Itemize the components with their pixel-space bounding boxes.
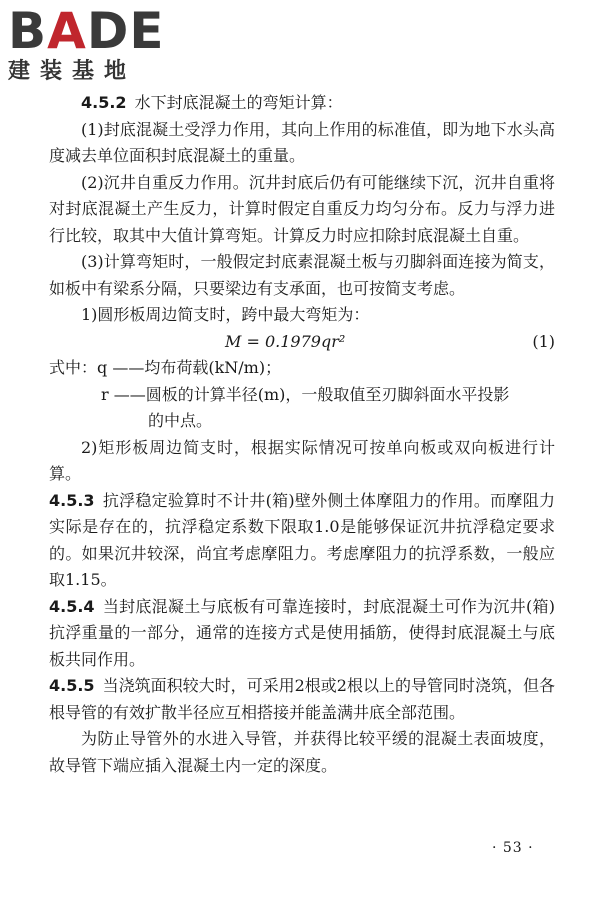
logo-subtitle: 建装基地 xyxy=(8,59,137,84)
formula-moment: M = 0.1979qr² xyxy=(225,331,346,351)
paragraph-buoyancy: (1)封底混凝土受浮力作用，其向上作用的标准值，即为地下水头高度减去单位面积封底混凝土的重量。 xyxy=(49,119,555,165)
section-number: 4.5.4 xyxy=(49,596,95,616)
logo-letters-de: DE xyxy=(86,2,165,60)
section-number: 4.5.2 xyxy=(81,93,127,112)
logo-letter-b: B xyxy=(8,2,48,60)
bade-logo xyxy=(8,2,188,86)
formula-row xyxy=(49,329,555,356)
paragraph-moment-assumption: (3)计算弯矩时，一般假定封底素混凝土板与刃脚斜面连接为简支，如板中有梁系分隔，只要梁边有支承面，也可按简支考虑。 xyxy=(49,252,555,298)
formula-number: (1) xyxy=(532,331,555,351)
paragraph-circular-plate: 1)圆形板周边简支时，跨中最大弯矩为： xyxy=(81,305,370,324)
section-number: 4.5.5 xyxy=(49,676,95,695)
section-text: 当封底混凝土与底板有可靠连接时，封底混凝土可作为沉井(箱)抗浮重量的一部分，通常的连接方式是使用插筋，使得封底混凝土与底板共同作用。 xyxy=(49,596,555,669)
where-r: r ——圆板的计算半径(m)，一般取值至刃脚斜面水平投影 xyxy=(101,384,510,404)
logo-letter-a: A xyxy=(47,2,87,60)
paragraph-self-weight-reaction: (2)沉井自重反力作用。沉井封底后仍有可能继续下沉，沉井自重将对封底混凝土产生反力，计算时假定自重反力均匀分布。反力与浮力进行比较，取其中大值计算弯矩。计算反力时应扣除封底混凝土自重。 xyxy=(49,172,555,245)
section-number: 4.5.3 xyxy=(49,490,95,510)
section-text: 当浇筑面积较大时，可采用2根或2根以上的导管同时浇筑，但各根导管的有效扩散半径应互相搭接并能盖满井底全部范围。 xyxy=(49,676,555,722)
paragraph-pipe-insertion: 为防止导管外的水进入导管，并获得比较平缓的混凝土表面坡度，故导管下端应插入混凝土内一定的深度。 xyxy=(49,729,555,775)
section-4-5-3 xyxy=(49,488,555,594)
paragraph-rectangular-plate: 2)矩形板周边简支时，根据实际情况可按单向板或双向板进行计算。 xyxy=(49,437,555,483)
section-text: 抗浮稳定验算时不计井(箱)壁外侧土体摩阻力的作用。而摩阻力实际是存在的，抗浮稳定系数下限取1.0是能够保证沉井抗浮稳定要求的。如果沉井较深，尚宜考虑摩阻力。考虑摩阻力的抗浮系数，一般应取1.15。 xyxy=(49,490,555,589)
where-r-continued: 的中点。 xyxy=(148,411,213,430)
section-4-5-5 xyxy=(49,673,555,726)
section-4-5-2-heading xyxy=(49,90,555,117)
logo-wordmark xyxy=(8,2,188,60)
page-number: · 53 · xyxy=(492,840,534,856)
where-q: 式中：q ——均布荷载(kN/m)； xyxy=(49,358,282,377)
section-4-5-4 xyxy=(49,594,555,674)
document-body xyxy=(49,90,555,779)
section-title: 水下封底混凝土的弯矩计算： xyxy=(134,93,343,112)
